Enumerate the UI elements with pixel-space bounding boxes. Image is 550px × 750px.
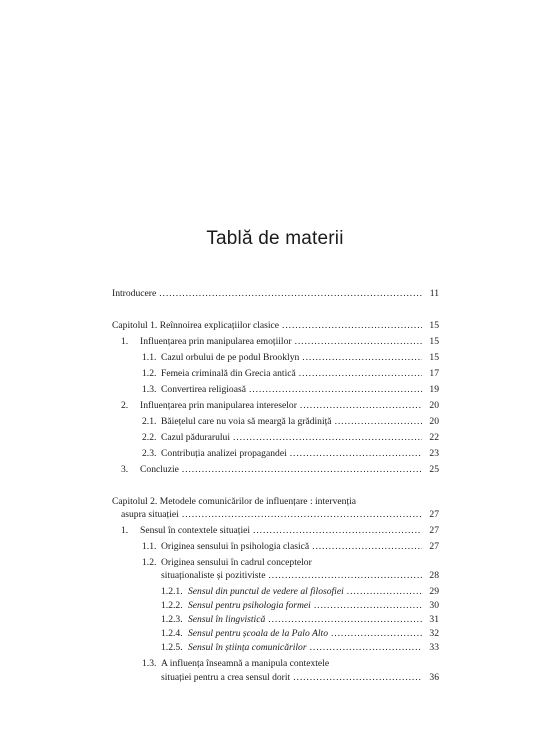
toc-entry-page: 27: [429, 525, 439, 536]
toc-entry-subsection-line1: [142, 557, 312, 569]
toc-entry-label: Cazul orbului de pe podul Brooklyn: [161, 352, 300, 363]
toc-entry-label-line1: A influența înseamnă a manipula contextele: [161, 658, 330, 669]
toc-entry-label: situației pentru a crea sensul dorit: [161, 672, 291, 683]
toc-entry-number: 3.: [121, 464, 129, 475]
toc-entry-page: 17: [429, 368, 439, 379]
toc-entry-subsubsection: [161, 628, 439, 640]
leader-dots: [295, 336, 422, 348]
toc-entry-page: 27: [429, 509, 439, 520]
toc-entry-subsection: [142, 368, 439, 380]
toc-entry-label: Sensul pentru școala de la Palo Alto: [188, 628, 328, 639]
leader-dots: [268, 570, 422, 582]
toc-entry-label: Băiețelul care nu voia să meargă la grădiniță: [161, 416, 332, 427]
toc-entry-page: 20: [429, 400, 439, 411]
toc-entry-subsection: [142, 448, 439, 460]
toc-entry-label: Capitolul 1. Reînnoirea explicațiilor clasice: [112, 320, 280, 331]
toc-entry-label: Originea sensului în psihologia clasică: [161, 541, 310, 552]
toc-title: Tablă de materii: [206, 228, 344, 249]
toc-entry-number: 1.3.: [142, 658, 157, 669]
leader-dots: [312, 541, 422, 553]
toc-entry-page: 27: [429, 541, 439, 552]
toc-entry-number: 1.1.: [142, 541, 157, 552]
toc-entry-chapter-2: [121, 509, 439, 521]
toc-entry-subsection: [142, 416, 439, 428]
leader-dots: [347, 586, 422, 598]
toc-entry-subsection: [142, 432, 439, 444]
toc-entry-label: Influențarea prin manipularea intereselor: [140, 400, 297, 411]
toc-entry-label: Sensul din punctul de vedere al filosofiei: [188, 586, 344, 597]
leader-dots: [314, 600, 422, 612]
toc-entry-label: Sensul pentru psihologia formei: [188, 600, 311, 611]
toc-entry-section: [121, 525, 439, 537]
toc-entry-number: 1.1.: [142, 352, 157, 363]
leader-dots: [159, 288, 422, 300]
leader-dots: [233, 432, 422, 444]
toc-entry-page: 28: [429, 570, 439, 581]
toc-entry-subsubsection: [161, 586, 439, 598]
toc-entry-page: 36: [429, 672, 439, 683]
leader-dots: [182, 464, 422, 476]
toc-entry-label: Sensul în știința comunicărilor: [188, 642, 307, 653]
toc-entry-subsection-line1: [142, 658, 329, 670]
toc-entry-chapter-1: [112, 320, 439, 332]
toc-entry-number: 2.3.: [142, 448, 157, 459]
leader-dots: [268, 614, 422, 626]
toc-entry-label: Contribuția analizei propagandei: [161, 448, 287, 459]
toc-entry-subsection: [142, 384, 439, 396]
leader-dots: [253, 525, 422, 537]
toc-entry-page: 29: [429, 586, 439, 597]
toc-entry-label: Concluzie: [140, 464, 179, 475]
toc-entry-subsection: [161, 570, 439, 582]
leader-dots: [299, 368, 422, 380]
leader-dots: [182, 509, 422, 521]
toc-entry-number: 1.3.: [142, 384, 157, 395]
toc-entry-chapter-2-line1: Capitolul 2. Metodele comunicărilor de influențare : intervenția: [112, 496, 357, 507]
toc-entry-subsection: [142, 352, 439, 364]
toc-entry-introducere: [112, 288, 439, 300]
leader-dots: [282, 320, 422, 332]
toc-entry-number: 1.: [121, 336, 129, 347]
leader-dots: [249, 384, 422, 396]
toc-entry-number: 1.2.4.: [161, 628, 183, 639]
toc-entry-page: 25: [429, 464, 439, 475]
toc-entry-label: situaționaliste și pozitiviste: [161, 570, 266, 581]
toc-entry-section: [121, 336, 439, 348]
toc-entry-number: 1.2.: [142, 557, 157, 568]
leader-dots: [335, 416, 422, 428]
toc-entry-subsubsection: [161, 614, 439, 626]
toc-entry-label: Influențarea prin manipularea emoțiilor: [140, 336, 292, 347]
toc-entry-page: 15: [429, 320, 439, 331]
leader-dots: [302, 352, 422, 364]
toc-entry-page: 20: [429, 416, 439, 427]
toc-entry-number: 1.: [121, 525, 129, 536]
toc-entry-page: 15: [429, 352, 439, 363]
toc-entry-number: 2.1.: [142, 416, 157, 427]
leader-dots: [290, 448, 422, 460]
toc-entry-subsubsection: [161, 600, 439, 612]
toc-entry-page: 30: [429, 600, 439, 611]
toc-entry-subsubsection: [161, 642, 439, 654]
leader-dots: [300, 400, 422, 412]
leader-dots: [331, 628, 422, 640]
toc-entry-number: 1.2.5.: [161, 642, 183, 653]
leader-dots: [293, 672, 422, 684]
toc-entry-label: Sensul în contextele situației: [140, 525, 251, 536]
toc-entry-label: asupra situației: [121, 509, 179, 520]
toc-entry-section: [121, 400, 439, 412]
toc-entry-number: 1.2.3.: [161, 614, 183, 625]
toc-entry-page: 33: [429, 642, 439, 653]
toc-entry-number: 1.2.: [142, 368, 157, 379]
toc-entry-label: Introducere: [112, 288, 157, 299]
toc-entry-page: 32: [429, 628, 439, 639]
toc-entry-number: 1.2.2.: [161, 600, 183, 611]
toc-entry-number: 2.: [121, 400, 129, 411]
toc-entry-subsection: [142, 541, 439, 553]
toc-entry-page: 31: [429, 614, 439, 625]
toc-entry-number: 1.2.1.: [161, 586, 183, 597]
toc-entry-label: Sensul în lingvistică: [188, 614, 266, 625]
toc-entry-label-line1: Originea sensului în cadrul conceptelor: [161, 557, 312, 568]
toc-entry-label: Convertirea religioasă: [161, 384, 246, 395]
toc-entry-number: 2.2.: [142, 432, 157, 443]
toc-entry-page: 11: [429, 288, 439, 299]
toc-entry-label: Cazul pădurarului: [161, 432, 230, 443]
toc-entry-page: 22: [429, 432, 439, 443]
toc-entry-page: 23: [429, 448, 439, 459]
toc-entry-section: [121, 464, 439, 476]
toc-entry-page: 19: [429, 384, 439, 395]
leader-dots: [310, 642, 422, 654]
toc-entry-subsection: [161, 672, 439, 684]
toc-entry-label: Femeia criminală din Grecia antică: [161, 368, 296, 379]
toc-entry-page: 15: [429, 336, 439, 347]
